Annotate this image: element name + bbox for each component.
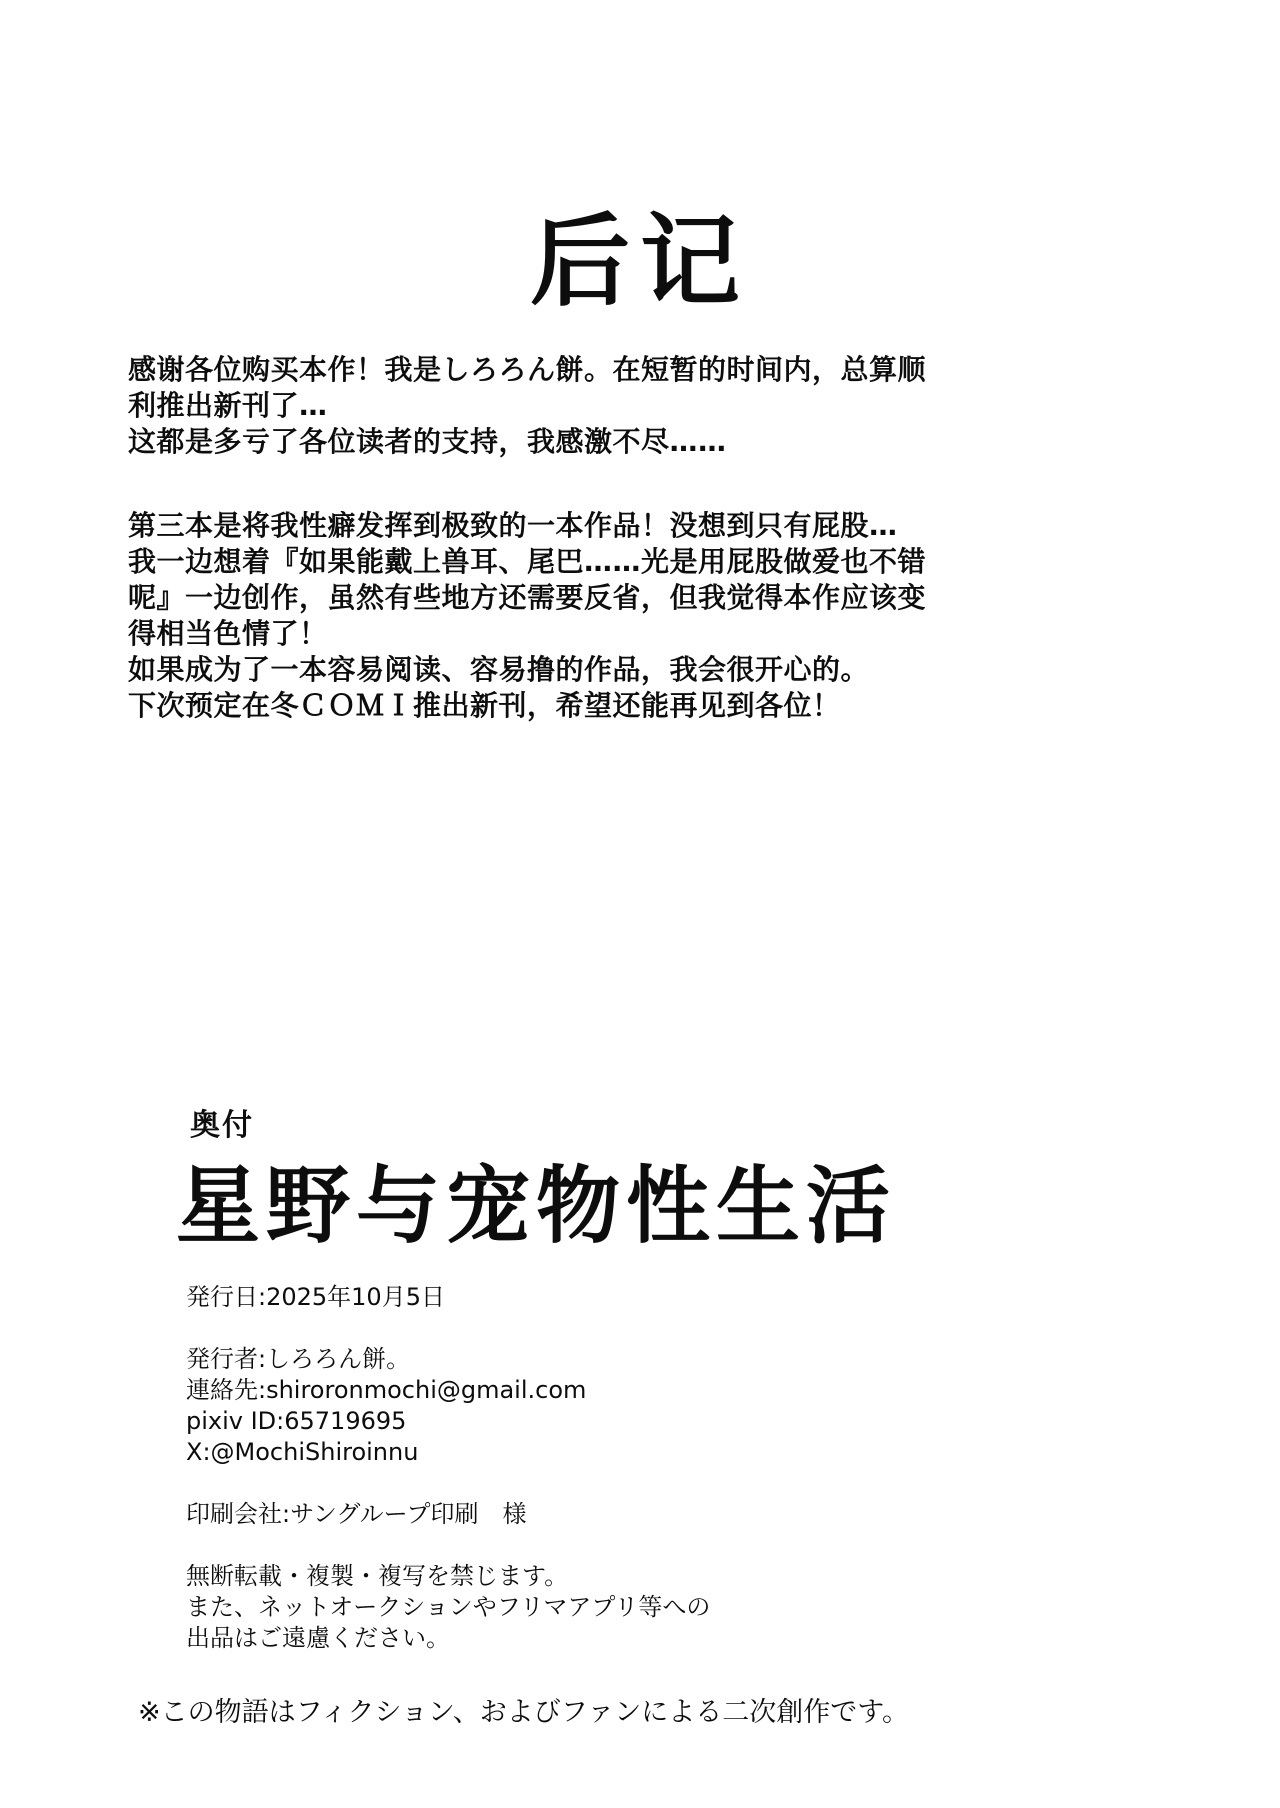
afterword-body xyxy=(128,352,1158,724)
colophon-text-line: pixiv ID:65719695 xyxy=(186,1407,407,1435)
colophon-text-line: 発行日:2025年10月5日 xyxy=(186,1283,445,1311)
colophon-text-line: 印刷会社:サングループ印刷 様 xyxy=(186,1500,527,1528)
book-title: 星野与宠物性生活 xyxy=(176,1157,897,1255)
afterword-text-line: 如果成为了一本容易阅读、容易撸的作品，我会很开心的。 xyxy=(128,653,870,686)
colophon-text-line: また、ネットオークションやフリマアプリ等への xyxy=(186,1593,711,1621)
colophon-label: 奥付 xyxy=(190,1108,254,1143)
fiction-disclaimer: ※この物語はフィクション、およびファンによる二次創作です。 xyxy=(138,1697,910,1728)
afterword-text-line: 下次预定在冬ＣＯＭＩ推出新刊，希望还能再见到各位！ xyxy=(128,689,841,722)
afterword-text-line: 利推出新刊了… xyxy=(128,389,328,422)
colophon-text-line: X:@MochiShiroinnu xyxy=(186,1438,419,1466)
colophon-text-line: 無断転載・複製・複写を禁じます。 xyxy=(186,1562,569,1590)
afterword-text-line xyxy=(128,460,1158,508)
colophon-text-line xyxy=(186,1468,710,1499)
colophon-text-line: 連絡先:shiroronmochi@gmail.com xyxy=(186,1376,587,1404)
afterword-text-line: 第三本是将我性癖发挥到极致的一本作品！没想到只有屁股… xyxy=(128,509,898,542)
colophon-details xyxy=(186,1282,710,1654)
colophon-text-line: 出品はご遠慮ください。 xyxy=(186,1624,450,1652)
afterword-text-line: 感谢各位购买本作！我是しろろん餅。在短暂的时间内，总算顺 xyxy=(128,353,927,386)
colophon-text-line xyxy=(186,1530,710,1561)
afterword-text-line: 这都是多亏了各位读者的支持，我感激不尽…… xyxy=(128,425,727,458)
colophon-text-line: 発行者:しろろん餅。 xyxy=(186,1345,411,1373)
afterword-text-line: 得相当色情了！ xyxy=(128,617,328,650)
colophon-text-line xyxy=(186,1313,710,1344)
afterword-text-line: 呢』一边创作，虽然有些地方还需要反省，但我觉得本作应该变 xyxy=(128,581,927,614)
afterword-text-line: 我一边想着『如果能戴上兽耳、尾巴……光是用屁股做爱也不错 xyxy=(128,545,927,578)
afterword-title: 后记 xyxy=(530,203,750,320)
